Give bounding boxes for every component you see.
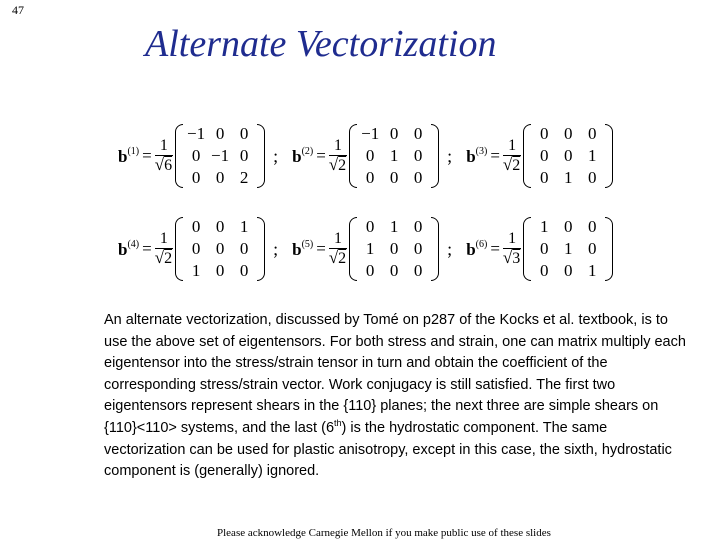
paragraph-ordinal-suffix: th: [334, 418, 342, 429]
square-root-symbol: √: [502, 155, 513, 174]
square-root-symbol: √: [328, 155, 339, 174]
square-root-symbol: √: [154, 248, 165, 267]
vector-symbol: b: [118, 146, 128, 166]
equals-sign: =: [490, 146, 500, 165]
radicand-value: 2: [338, 250, 347, 267]
separator-semicolon: ;: [273, 238, 279, 259]
matrix-cell: 0: [413, 124, 423, 143]
matrix-cell: 0: [365, 261, 375, 280]
normalization-fraction: [329, 230, 347, 268]
equation-row-2: [118, 213, 617, 285]
matrix-cell: 1: [239, 217, 249, 236]
slide-title: Alternate Vectorization: [145, 23, 497, 65]
matrix-cell: −1: [187, 124, 206, 143]
matrix-cell: 0: [191, 146, 201, 165]
matrix-cell: 0: [540, 239, 549, 258]
matrix-cell: 0: [191, 239, 201, 258]
fraction-denominator: [503, 248, 521, 268]
fraction-numerator: 1: [159, 137, 168, 154]
vector-symbol: b: [118, 239, 128, 259]
matrix-cell: 0: [239, 124, 249, 143]
matrix-cell: 0: [215, 261, 225, 280]
vector-label: [292, 146, 313, 167]
equals-sign: =: [142, 239, 152, 258]
fraction-numerator: 1: [334, 230, 342, 247]
eigentensor-equation: [118, 216, 292, 282]
vector-index: (6): [475, 238, 488, 250]
radicand-value: 2: [164, 250, 173, 267]
matrix-cell: −1: [361, 124, 380, 143]
matrix-cell: 0: [413, 239, 423, 258]
radicand-value: 2: [338, 157, 347, 174]
matrix-cell: 0: [215, 239, 225, 258]
separator-semicolon: ;: [447, 238, 453, 259]
normalization-fraction: [503, 230, 521, 268]
matrix-grid: [532, 123, 604, 189]
matrix-cell: 0: [564, 124, 573, 143]
square-root-symbol: √: [154, 155, 165, 174]
separator-semicolon: ;: [273, 145, 279, 166]
footer-acknowledgement: Please acknowledge Carnegie Mellon if you make public use of these slides: [217, 527, 551, 539]
fraction-numerator: 1: [508, 230, 517, 247]
equals-sign: =: [490, 239, 500, 258]
matrix-cell: 0: [215, 168, 225, 187]
eigentensor-equation: [466, 216, 617, 282]
matrix-cell: 0: [389, 168, 399, 187]
matrix-cell: 0: [564, 217, 573, 236]
matrix-cell: 0: [239, 261, 249, 280]
matrix-cell: 1: [389, 146, 399, 165]
separator-semicolon: ;: [447, 145, 453, 166]
matrix-cell: 0: [239, 239, 249, 258]
matrix-cell: 0: [540, 168, 549, 187]
matrix-cell: 1: [540, 217, 549, 236]
matrix-cell: 1: [389, 217, 399, 236]
equation-row-1: [118, 120, 617, 192]
matrix-cell: 0: [389, 261, 399, 280]
matrix-cell: 0: [215, 124, 225, 143]
matrix-cell: 0: [540, 124, 549, 143]
vector-index: (5): [301, 238, 314, 250]
vector-label: [292, 239, 313, 260]
vector-symbol: b: [466, 146, 476, 166]
matrix-grid: [358, 216, 430, 282]
equals-sign: =: [316, 239, 326, 258]
matrix-cell: 0: [588, 124, 597, 143]
vector-label: [466, 146, 487, 167]
matrix-cell: 0: [588, 239, 597, 258]
matrix-cell: 0: [191, 168, 201, 187]
radicand-value: 2: [512, 157, 521, 174]
eigentensor-matrix: [175, 216, 265, 282]
matrix-cell: 1: [365, 239, 375, 258]
matrix-cell: 0: [365, 168, 375, 187]
matrix-cell: 0: [540, 146, 549, 165]
matrix-grid: [184, 216, 256, 282]
normalization-fraction: [155, 137, 173, 175]
eigentensor-matrix: [523, 216, 613, 282]
fraction-numerator: 1: [159, 230, 168, 247]
matrix-grid: [184, 123, 256, 189]
matrix-cell: 0: [413, 146, 423, 165]
matrix-cell: 0: [215, 217, 225, 236]
matrix-cell: 0: [564, 261, 573, 280]
normalization-fraction: [503, 137, 521, 175]
eigentensor-matrix: [175, 123, 265, 189]
vector-index: (1): [127, 145, 140, 157]
matrix-cell: 2: [239, 168, 249, 187]
matrix-cell: −1: [211, 146, 230, 165]
matrix-cell: 0: [413, 217, 423, 236]
eigentensor-equation: [466, 123, 617, 189]
matrix-cell: 0: [389, 124, 399, 143]
radicand-value: 3: [512, 250, 521, 267]
eigentensor-equation: [292, 216, 466, 282]
fraction-numerator: 1: [508, 137, 517, 154]
vector-index: (2): [301, 145, 314, 157]
vector-label: [118, 146, 139, 167]
matrix-grid: [358, 123, 430, 189]
paragraph-text-end: ) is the hydrostatic component. The same vectorization can be used for plastic anisotropy, except in this case, the sixth, hydrostatic component is (generally) ignored.: [104, 419, 672, 480]
matrix-cell: 0: [413, 261, 423, 280]
matrix-cell: 0: [365, 146, 375, 165]
matrix-cell: 0: [413, 168, 423, 187]
paragraph-text-start: An alternate vectorization, discussed by Tomé on p287 of the Kocks et al. textbook, is to use the above set of eigentensors. For both stress and strain, one can matrix multiply each eigentensor into the stress/strain tensor in turn and obtain the coefficient of the corresponding stress/strain vector. Work conjugacy is still satisfied. The first two eigentensors represent shears in the {110} planes; the next three are simple shears on {110}<110> systems, and the last (6: [104, 312, 686, 436]
matrix-cell: 0: [239, 146, 249, 165]
matrix-cell: 1: [564, 168, 573, 187]
matrix-cell: 0: [588, 168, 597, 187]
fraction-denominator: [155, 155, 173, 175]
slide-number: 47: [12, 3, 24, 17]
vector-symbol: b: [292, 239, 302, 259]
equals-sign: =: [316, 146, 326, 165]
normalization-fraction: [155, 230, 173, 268]
fraction-denominator: [329, 155, 347, 175]
fraction-numerator: 1: [334, 137, 342, 154]
fraction-denominator: [329, 248, 347, 268]
square-root-symbol: √: [502, 248, 513, 267]
matrix-cell: 0: [540, 261, 549, 280]
vector-index: (3): [475, 145, 488, 157]
eigentensor-matrix: [349, 123, 439, 189]
matrix-cell: 1: [564, 239, 573, 258]
matrix-grid: [532, 216, 604, 282]
eigentensor-matrix: [349, 216, 439, 282]
eigentensor-matrix: [523, 123, 613, 189]
matrix-cell: 1: [191, 261, 201, 280]
vector-symbol: b: [466, 239, 476, 259]
vector-label: [118, 239, 139, 260]
matrix-cell: 1: [588, 146, 597, 165]
matrix-cell: 0: [389, 239, 399, 258]
matrix-cell: 0: [564, 146, 573, 165]
normalization-fraction: [329, 137, 347, 175]
matrix-cell: 0: [191, 217, 201, 236]
equals-sign: =: [142, 146, 152, 165]
fraction-denominator: [155, 248, 173, 268]
vector-index: (4): [127, 238, 140, 250]
eigentensor-equation: [118, 123, 292, 189]
matrix-cell: 1: [588, 261, 597, 280]
vector-label: [466, 239, 487, 260]
eigentensor-equation: [292, 123, 466, 189]
square-root-symbol: √: [328, 248, 339, 267]
matrix-cell: 0: [365, 217, 375, 236]
matrix-cell: 0: [588, 217, 597, 236]
radicand-value: 6: [164, 157, 173, 174]
description-paragraph: [104, 310, 689, 483]
vector-symbol: b: [292, 146, 302, 166]
fraction-denominator: [503, 155, 521, 175]
